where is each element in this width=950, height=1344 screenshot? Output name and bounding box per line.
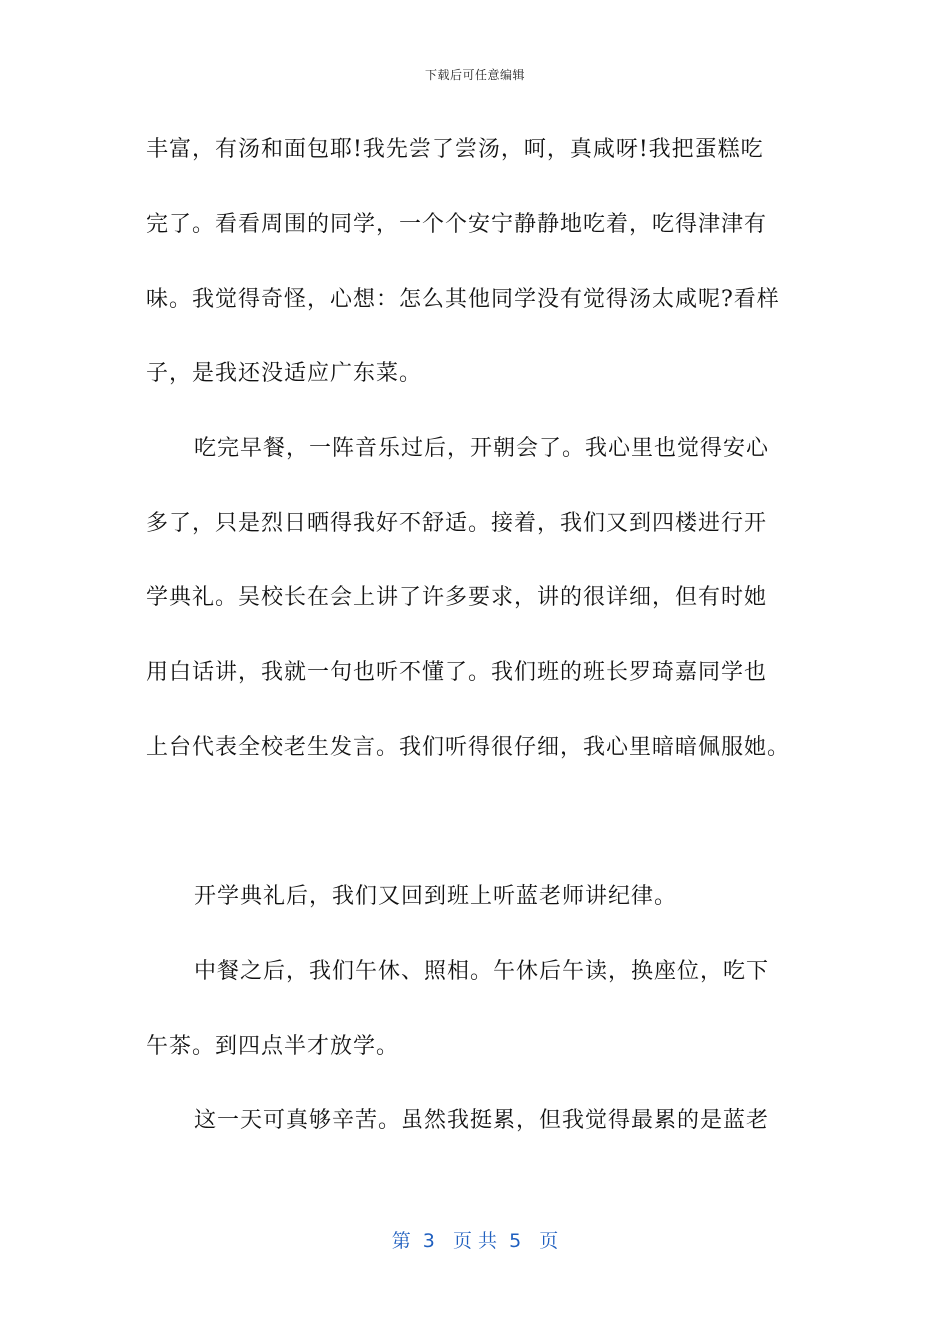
- body-line: 子，是我还没适应广东菜。: [146, 361, 423, 386]
- body-line: 上台代表全校老生发言。我们听得很仔细，我心里暗暗佩服她。: [146, 735, 791, 760]
- body-line: 味。我觉得奇怪，心想：怎么其他同学没有觉得汤太咸呢?看样: [146, 287, 780, 312]
- paragraph-start-line: 吃完早餐，一阵音乐过后，开朝会了。我心里也觉得安心: [194, 436, 770, 461]
- page-number-footer: 第 3 页 共 5 页: [391, 1230, 559, 1252]
- body-line: 完了。看看周围的同学，一个个安宁静静地吃着，吃得津津有: [146, 212, 768, 237]
- page-header-note: 下载后可任意编辑: [424, 68, 525, 82]
- body-line: 午茶。到四点半才放学。: [146, 1034, 400, 1059]
- body-line: 多了，只是烈日晒得我好不舒适。接着，我们又到四楼进行开: [146, 511, 768, 536]
- paragraph-start-line: 开学典礼后，我们又回到班上听蓝老师讲纪律。: [194, 884, 678, 909]
- paragraph-start-line: 中餐之后，我们午休、照相。午休后午读，换座位，吃下: [194, 959, 770, 984]
- paragraph-start-line: 这一天可真够辛苦。虽然我挺累，但我觉得最累的是蓝老: [194, 1108, 770, 1133]
- body-line: 丰富，有汤和面包耶!我先尝了尝汤，呵，真咸呀!我把蛋糕吃: [146, 137, 764, 162]
- body-line: 用白话讲，我就一句也听不懂了。我们班的班长罗琦嘉同学也: [146, 660, 768, 685]
- body-line: 学典礼。吴校长在会上讲了许多要求，讲的很详细，但有时她: [146, 585, 768, 610]
